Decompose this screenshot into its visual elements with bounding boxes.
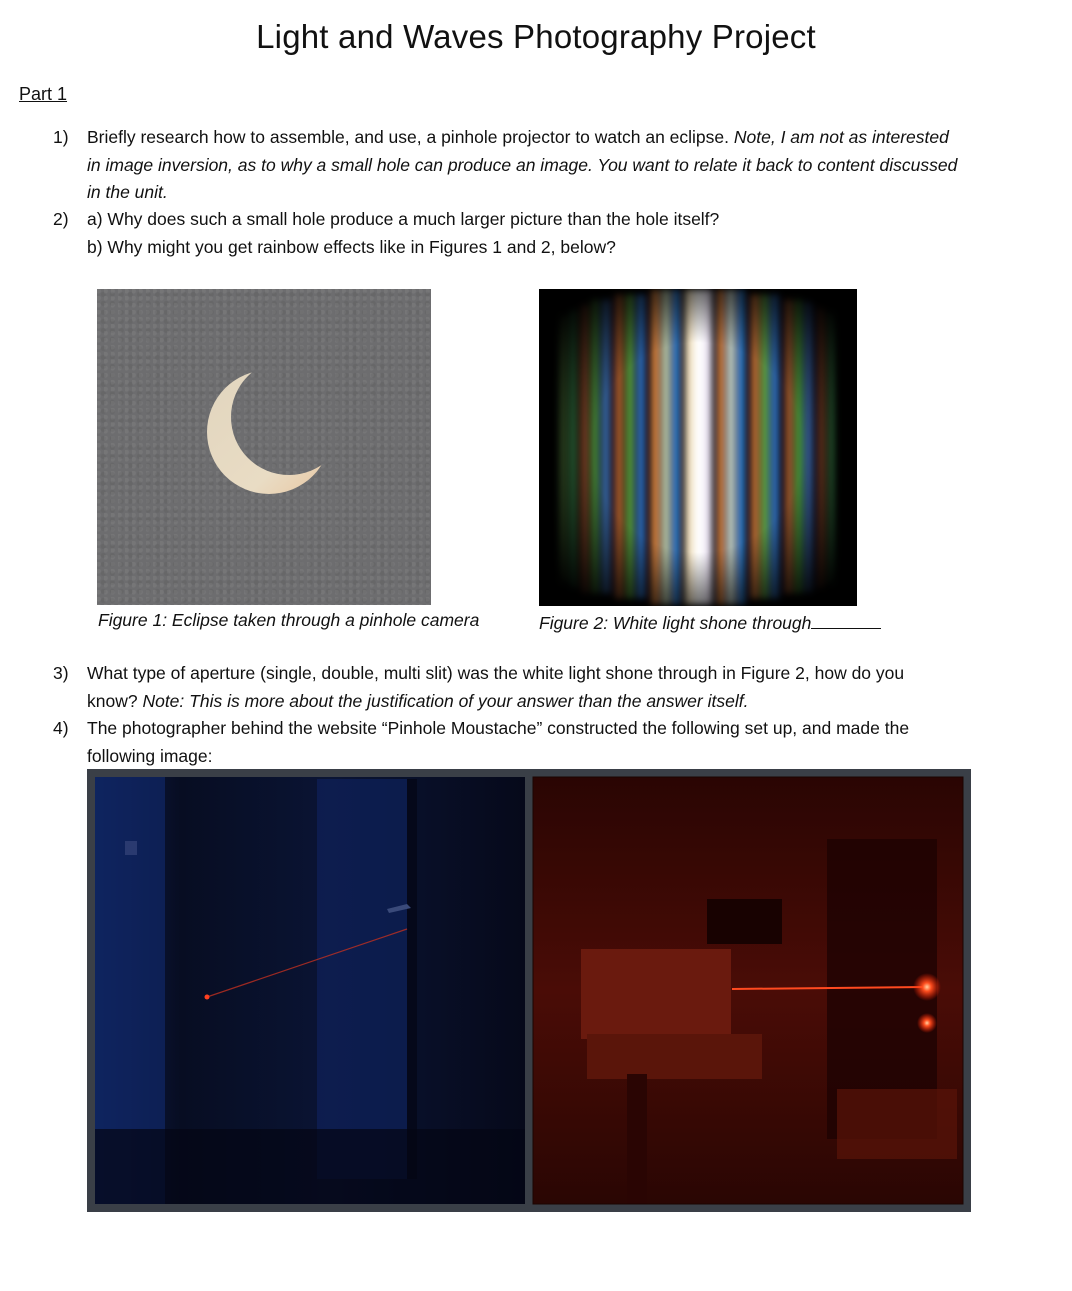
figure-2-caption: Figure 2: White light shone through xyxy=(539,612,881,634)
question-line: What type of aperture (single, double, multi slit) was the white light shone through in Figure 2, how do you xyxy=(87,663,905,683)
fringe-illustration xyxy=(539,289,857,606)
question-number: 4) xyxy=(53,718,69,738)
pinhole-setup-photos xyxy=(87,769,971,1212)
question-line: in the unit. xyxy=(87,182,168,202)
fill-in-blank xyxy=(811,612,881,629)
figure-1-eclipse-photo xyxy=(97,289,431,605)
setup-photos-illustration xyxy=(87,769,971,1212)
left-photo-blue-room xyxy=(95,777,525,1204)
question-line: b) Why might you get rainbow effects like in Figures 1 and 2, below? xyxy=(87,236,616,257)
question-line: following image: xyxy=(87,745,213,766)
question-number: 2) xyxy=(53,209,69,229)
question-line: Briefly research how to assemble, and use, a pinhole projector to watch an eclipse. Note, I am not as interested xyxy=(87,127,949,147)
question-number: 1) xyxy=(53,127,69,147)
question-line: The photographer behind the website “Pinhole Moustache” constructed the following set up, and made the xyxy=(87,718,910,738)
right-photo-red-room xyxy=(533,777,963,1204)
figure-1-caption: Figure 1: Eclipse taken through a pinhole camera xyxy=(98,610,480,630)
question-line: in image inversion, as to why a small hole can produce an image. You want to relate it back to content discussed xyxy=(87,154,958,175)
question-line: know? Note: This is more about the justification of your answer than the answer itself. xyxy=(87,690,749,711)
part-label: Part 1 xyxy=(19,84,68,104)
question-number: 3) xyxy=(53,663,69,683)
question-line: a) Why does such a small hole produce a much larger picture than the hole itself? xyxy=(87,209,720,229)
figure-2-fringe-photo xyxy=(539,289,857,606)
page-title: Light and Waves Photography Project xyxy=(256,18,816,55)
crescent-illustration xyxy=(97,289,431,605)
